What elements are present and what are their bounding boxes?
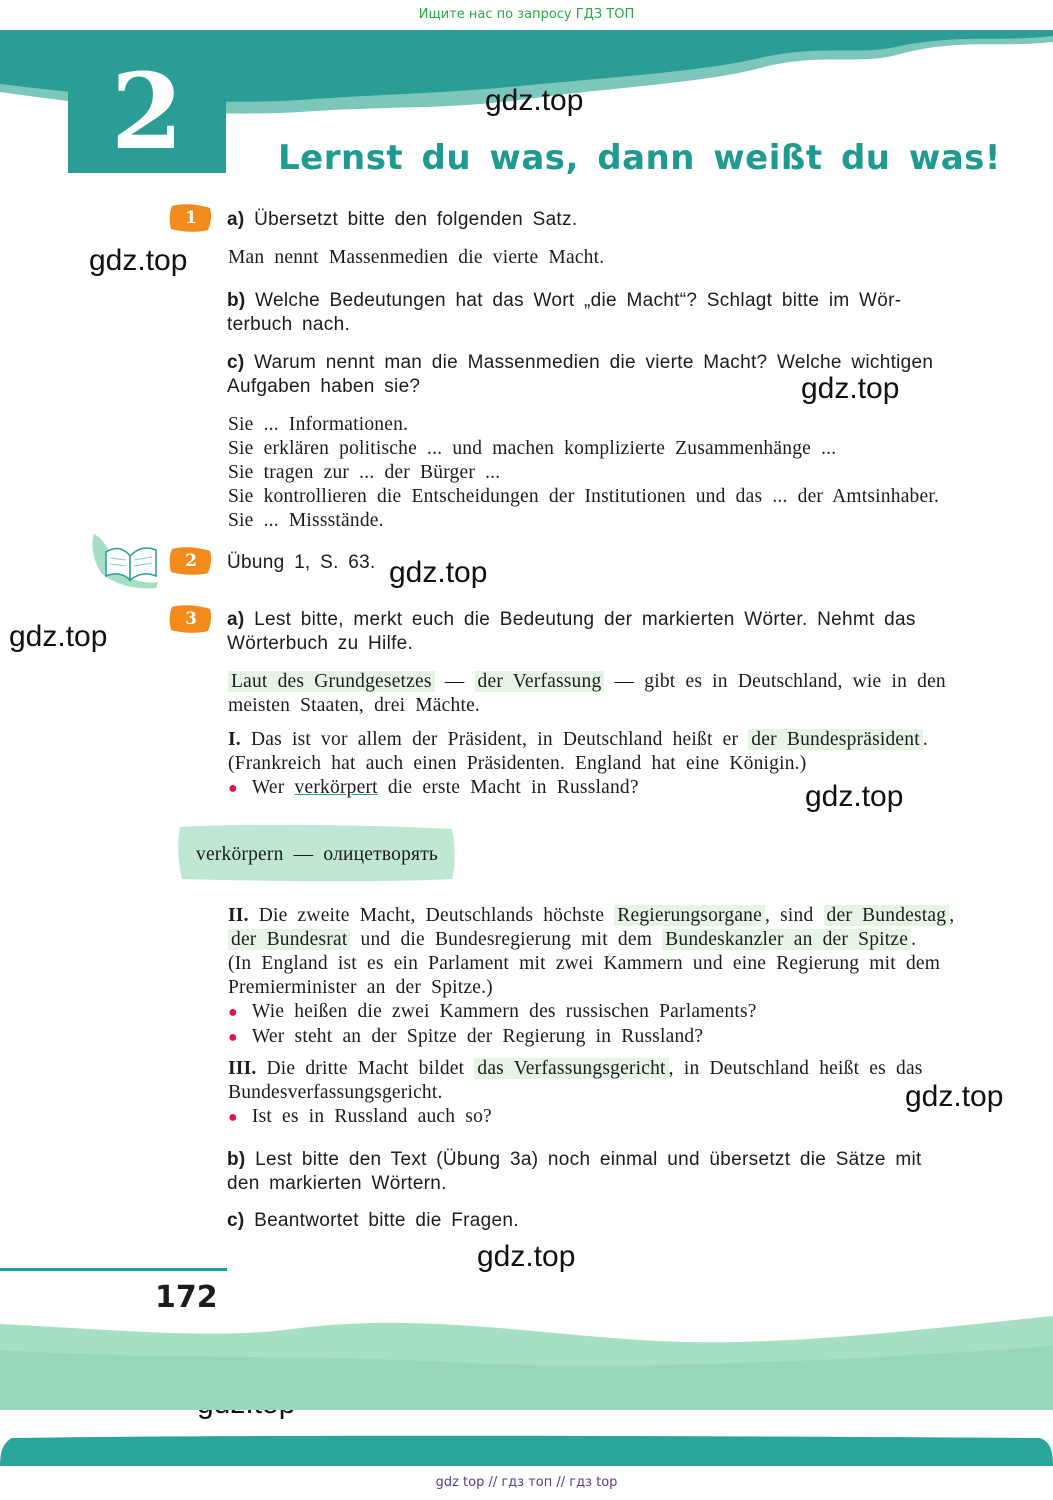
exercise-number: 1 — [185, 208, 197, 228]
question-item — [228, 1105, 984, 1130]
text-fragment: Ist es in Russland auch so? — [251, 1106, 492, 1127]
task-text: Wörterbuch zu Hilfe. — [227, 633, 414, 654]
ex3-task-b — [227, 1148, 983, 1196]
text-fragment: Die dritte Macht bildet — [256, 1058, 475, 1079]
text-fragment: . — [911, 929, 917, 950]
watermark: gdz.top — [477, 1240, 576, 1273]
ex1-sentence: Man nennt Massenmedien die vierte Macht. — [228, 247, 605, 268]
text-line: Sie erklären politische ... und machen komplizierte Zusammenhänge ... — [228, 438, 837, 459]
task-label: a) — [227, 609, 245, 630]
text-line: Sie tragen zur ... der Bürger ... — [228, 462, 501, 483]
text-fragment: — gibt es in Deutschland, wie in den — [604, 671, 946, 692]
highlighted-term: das Verfassungsgericht — [474, 1058, 668, 1079]
text-line: Sie ... Informationen. — [228, 414, 409, 435]
task-text: Lest bitte den Text (Übung 3a) noch einmal und übersetzt die Sätze mit — [255, 1149, 922, 1170]
question-item — [228, 1000, 984, 1025]
text-fragment: die erste Macht in Russland? — [377, 777, 639, 798]
bullet-icon: ● — [228, 1029, 238, 1046]
vocab-entry: verkörpern — олицетворять — [196, 844, 439, 865]
ex1-lines — [228, 413, 984, 533]
highlighted-term: der Bundesrat — [228, 929, 350, 950]
watermark: gdz.top — [485, 84, 584, 117]
top-search-text: Ищите нас по запросу ГДЗ ТОП — [418, 7, 635, 22]
text-line: (In England ist es ein Parlament mit zwei Kammern und eine Regierung mit dem — [228, 953, 941, 974]
page-number: 172 — [155, 1280, 218, 1315]
ex3-task-a — [227, 608, 983, 656]
roman-numeral: I. — [228, 729, 241, 750]
question-item — [228, 1025, 984, 1050]
text-line: Bundesverfassungsgericht. — [228, 1082, 443, 1103]
open-book-icon — [88, 530, 162, 590]
chapter-number: 2 — [110, 50, 184, 173]
text-line: meisten Staaten, drei Mächte. — [228, 695, 481, 716]
text-fragment: Wer — [251, 777, 295, 798]
task-text: Aufgaben haben sie? — [227, 376, 421, 397]
ex3-paragraph-2 — [228, 728, 984, 801]
bullet-icon: ● — [228, 1109, 238, 1126]
watermark: gdz.top — [905, 1080, 1004, 1113]
watermark: gdz.top — [389, 556, 488, 589]
highlighted-term: der Bundespräsident — [748, 729, 923, 750]
task-text: terbuch nach. — [227, 314, 351, 335]
bullet-icon: ● — [228, 780, 238, 797]
text-fragment: und die Bundesregierung mit dem — [350, 929, 663, 950]
task-text: Beantwortet bitte die Fragen. — [254, 1210, 519, 1231]
chapter-title: Lernst du was, dann weißt du was! — [278, 138, 1001, 178]
task-label: c) — [227, 1210, 245, 1231]
task-text: Warum nennt man die Massenmedien die vierte Macht? Welche wichtigen — [254, 352, 934, 373]
text-fragment: Wer steht an der Spitze der Regierung in Russland? — [251, 1026, 704, 1047]
text-fragment: . — [922, 729, 928, 750]
underlined-word: verkörpert — [294, 777, 378, 798]
text-line: Sie ... Missstände. — [228, 510, 384, 531]
bottom-links[interactable]: gdz top // гдз топ // гдз top — [435, 1475, 618, 1490]
text-fragment: , sind — [764, 905, 824, 926]
footer-wave — [0, 1310, 1053, 1500]
text-fragment: — — [434, 671, 475, 692]
task-label: b) — [227, 290, 246, 311]
highlighted-term: Laut des Grundgesetzes — [228, 671, 435, 692]
watermark: gdz.top — [801, 372, 900, 405]
ex2-text: Übung 1, S. 63. — [227, 552, 376, 573]
text-fragment: Das ist vor allem der Präsident, in Deutschland heißt er — [240, 729, 749, 750]
ex3-paragraph-3 — [228, 904, 984, 1050]
watermark: gdz.top — [89, 244, 188, 277]
ex3-paragraph-1 — [228, 670, 984, 718]
question-item — [228, 776, 984, 801]
ex3-paragraph-4 — [228, 1057, 984, 1130]
exercise-number: 3 — [185, 609, 197, 629]
task-label: c) — [227, 352, 245, 373]
text-fragment: , — [949, 905, 955, 926]
roman-numeral: II. — [228, 905, 249, 926]
footer-rule — [0, 1268, 227, 1271]
task-label: b) — [227, 1149, 246, 1170]
task-text: Welche Bedeutungen hat das Wort „die Macht“? Schlagt bitte im Wör- — [255, 290, 902, 311]
highlighted-term: der Verfassung — [475, 671, 605, 692]
bullet-icon: ● — [228, 1004, 238, 1021]
roman-numeral: III. — [228, 1058, 257, 1079]
watermark: gdz.top — [9, 620, 108, 653]
task-label: a) — [227, 209, 245, 230]
ex1-task-c — [227, 351, 983, 399]
task-text: Lest bitte, merkt euch die Bedeutung der markierten Wörter. Nehmt das — [254, 609, 916, 630]
ex3-task-c — [227, 1209, 983, 1233]
text-fragment: Die zweite Macht, Deutschlands höchste — [248, 905, 615, 926]
exercise-number: 2 — [185, 551, 197, 571]
ex1-task-b — [227, 289, 983, 337]
highlighted-term: der Bundestag — [824, 905, 950, 926]
highlighted-term: Regierungsorgane — [614, 905, 765, 926]
text-line: Premierminister an der Spitze.) — [228, 977, 493, 998]
highlighted-term: Bundeskanzler an der Spitze — [662, 929, 911, 950]
watermark: gdz.top — [805, 780, 904, 813]
text-fragment: Wie heißen die zwei Kammern des russischen Parlaments? — [251, 1001, 757, 1022]
task-text: Übersetzt bitte den folgenden Satz. — [254, 209, 578, 230]
ex1-task-a — [227, 208, 983, 232]
text-line: Sie kontrollieren die Entscheidungen der Institutionen und das ... der Amtsinhaber. — [228, 486, 940, 507]
task-text: den markierten Wörtern. — [227, 1173, 447, 1194]
text-fragment: , in Deutschland heißt es das — [668, 1058, 923, 1079]
text-line: (Frankreich hat auch einen Präsidenten. England hat eine Königin.) — [228, 753, 807, 774]
